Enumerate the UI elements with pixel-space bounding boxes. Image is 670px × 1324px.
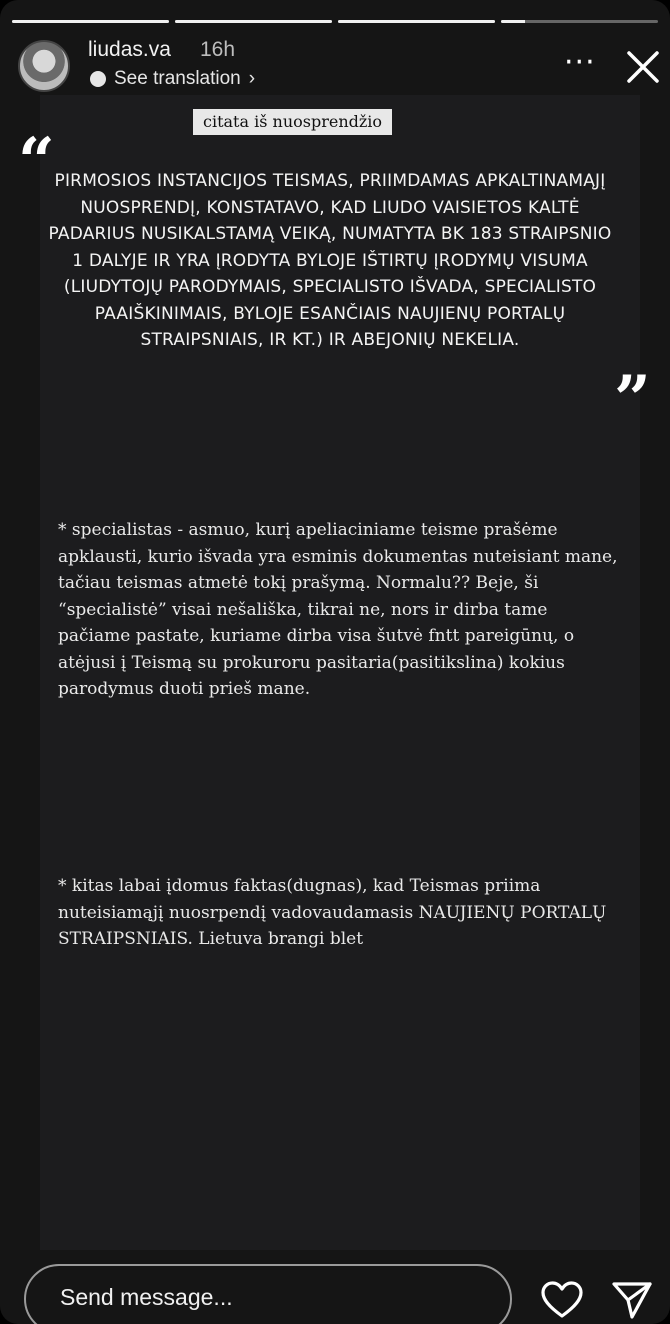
close-quote-icon: ”: [614, 362, 651, 437]
post-time: 16h: [200, 38, 236, 61]
progress-segment: [175, 20, 332, 23]
progress-segment: [338, 20, 495, 23]
note-specialist: * specialistas - asmuo, kurį apeliaciniame teisme prašėme apklausti, kurio išvada yra esminis dokumentas nuteisiant mane, tačiau teismas atmetė tokį prašymą. Normalu?? Beje, ši “specialistė” visai nešališka, tikrai ne, nors ir dirba tame pačiame pastate, kuriame dirba visa šutvė fntt pareigūnų, o atėjusi į Teismą su prokuroru pasitaria(pasitikslina) kokius parodymus duoti prieš mane.: [58, 520, 618, 699]
close-icon[interactable]: [624, 48, 662, 86]
open-quote-icon: “: [18, 124, 55, 199]
court-quote-text: PIRMOSIOS INSTANCIJOS TEISMAS, PRIIMDAMAS APKALTINAMĄJĮ NUOSPRENDĮ, KONSTATAVO, KAD LIUDO VAISIETOS KALTĖ PADARIUS NUSIKALSTAMĄ VEIKĄ, NUMATYTA BK 183 STRAIPSNIO 1 DALYJE IR YRA ĮRODYTA BYLOJE IŠTIRTŲ ĮRODYMŲ VISUMA (LIUDYTOJŲ PARODYMAIS, SPECIALISTO IŠVADA, SPECIALISTO PAAIŠKINIMAIS, BYLOJE ESANČIAIS NAUJIENŲ PORTALŲ STRAIPSNIAIS, IR KT.) IR ABEJONIŲ NEKELIA.: [48, 171, 612, 350]
story-progress-bar: [12, 20, 658, 23]
progress-fill: [12, 20, 169, 23]
progress-fill: [175, 20, 332, 23]
note-fact: * kitas labai įdomus faktas(dugnas), kad Teismas priima nuteisiamąjį nuosrpendį vadovaudamasis NAUJIENŲ PORTALŲ STRAIPSNIAIS. Lietuva brangi blet: [58, 876, 607, 949]
progress-segment: [12, 20, 169, 23]
message-placeholder: Send message...: [60, 1284, 233, 1310]
heart-icon[interactable]: [540, 1280, 584, 1320]
see-translation-link[interactable]: [90, 68, 255, 90]
send-message-input[interactable]: [24, 1264, 512, 1324]
translate-icon: [90, 71, 106, 87]
username[interactable]: liudas.va: [88, 38, 171, 61]
chevron-right-icon: ›: [248, 68, 256, 89]
quote-label-chip: citata iš nuosprendžio: [193, 109, 392, 135]
progress-fill: [501, 20, 525, 23]
see-translation-label: See translation: [114, 68, 241, 89]
send-icon[interactable]: [610, 1280, 654, 1320]
more-options-icon[interactable]: ···: [564, 45, 596, 80]
progress-fill: [338, 20, 495, 23]
progress-segment: [501, 20, 658, 23]
avatar[interactable]: [18, 40, 70, 92]
